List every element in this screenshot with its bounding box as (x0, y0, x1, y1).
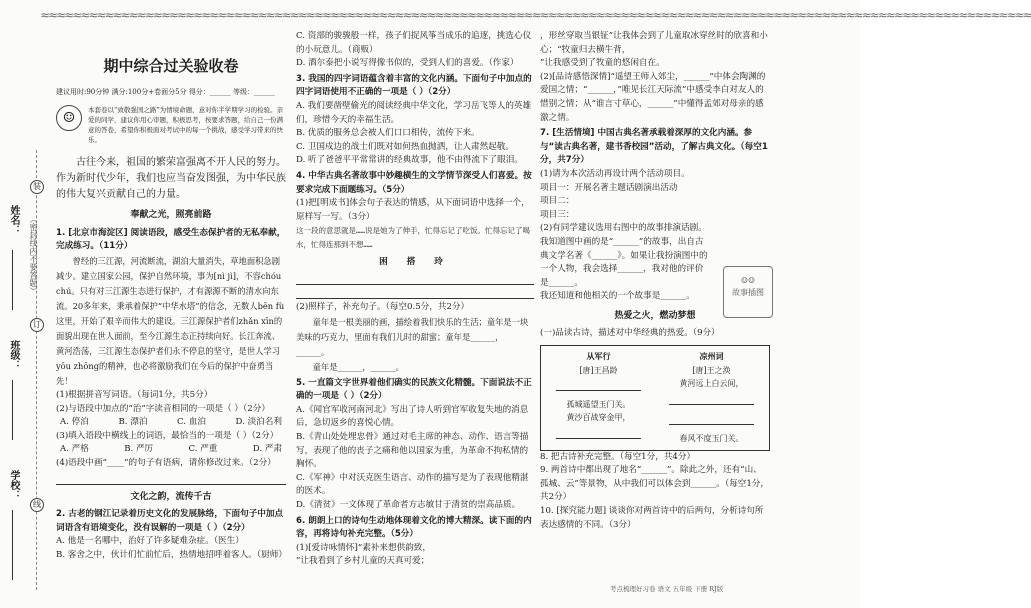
question-title: 10. [探究能力题] 谈谈你对两首诗中的后两句，分析诗句所表达感情的不同。（3分） (540, 506, 764, 530)
decorative-wave-border: ≈≈≈≈≈≈≈≈≈≈≈≈≈≈≈≈≈≈≈≈≈≈≈≈≈≈≈≈≈≈≈≈≈≈≈≈≈≈≈≈≈≈≈≈≈≈≈≈≈≈≈≈≈≈≈≈≈≈≈≈≈≈≈≈≈≈≈≈≈≈≈≈≈≈≈≈≈≈≈≈≈≈≈≈≈≈≈≈≈≈≈≈≈≈≈≈≈≈≈≈≈≈≈≈≈≈≈≈≈≈≈≈≈≈≈≈≈≈≈≈≈≈≈ (40, 8, 1031, 22)
option-row (56, 416, 286, 430)
activity-item[interactable]: 项目三： (540, 209, 575, 220)
name-line (12, 250, 13, 310)
sub-question: (2)照样子，补充句子。（每空0.5分，共2分） (296, 302, 470, 313)
figures-icon: ☺☺ (740, 276, 756, 285)
option[interactable]: D.《清贫》一文体现了革命者方志敏甘于清贫的崇高品质。 (296, 500, 521, 511)
sub-question: (3)填入语段中横线上的词语，最恰当的一项是（ ）（2分） (56, 430, 279, 441)
poem-line: 春风不度玉门关。 (679, 434, 744, 444)
answer-line[interactable] (556, 379, 642, 391)
answer-line[interactable] (669, 393, 755, 405)
story-illustration (723, 266, 773, 318)
teacher-avatar-icon: ☺ (56, 105, 82, 131)
column-left (56, 30, 286, 563)
school-label: 学校： (8, 470, 19, 500)
question-4 (296, 170, 534, 375)
question-1 (56, 227, 286, 485)
sub-question: (1)把[明成书]体会句子表达的情感，从下面词语中选择一个，原样写一写。（3分） (296, 198, 530, 222)
question-title: 4. 中华古典名著故事中妙趣横生的文学情节深受人们喜爱。按要求完成下面题练习。（5分） (296, 170, 532, 195)
poem-line: 黄沙百战穿金甲， (566, 413, 631, 423)
question-title: 2. 古老的钢江记录着历史文化的发展脉络，下面句子中加点词语含有语境变化，没有误解的一项是（ ）（2分） (56, 509, 284, 533)
question-5 (296, 377, 534, 513)
option[interactable]: D. 酒尔泰把小说写得像书似的，受到人们的喜爱。（作家） (296, 58, 519, 69)
lead-paragraph: 古往今来，祖国的繁荣富强离不开人民的努力。作为新时代少年，我们也应当奋发图强，为中华民族的伟大复兴贡献自己的力量。 (56, 157, 286, 201)
option[interactable]: D. 听了爸爸平平常常讲的经典故事，他不由得流下了眼泪。 (296, 155, 523, 166)
answer-line[interactable] (296, 273, 534, 285)
exam-title: 期中综合过关验收卷 (103, 57, 239, 75)
poem-card (545, 350, 652, 446)
option[interactable]: C.《军神》中对沃克医生语言、动作的描写是为了表现他精湛的医术。 (296, 472, 529, 497)
column-middle (296, 30, 534, 569)
option[interactable]: A. 他是一名哪中，治好了许多疑难杂症。（医生） (56, 536, 244, 547)
example-sentence: 童年是一根美丽的画，描绘着我们快乐的生活；童年是一块美味的巧克力，里面有我们儿时的甜蜜；童年是______，______。 (296, 316, 529, 357)
intro-text: 本套卷以“致敬强国之路”为情境命题，意对你半学期学习的检验。亲爱的同学，建议你用心审题，积极思考，按要求答题，给自己一份满意的答卷，希望你积极面对考试中的每一个挑战，感受学习带来的快乐。 (88, 106, 284, 145)
answer-line[interactable] (296, 287, 534, 299)
sub-question: (1)[爱诗咏情怀]“素补来想供韵致， (296, 542, 431, 553)
sub-question: (1)根据拼音写词语。（每词1分，共5分） (56, 389, 213, 400)
poem-title: 从军行 (586, 351, 611, 362)
section-part: (一)品读古诗，描述对中华经典的热爱。（9分） (540, 328, 720, 339)
option[interactable]: D. 严肃 (252, 444, 282, 455)
section-title: 文化之韵，流传千古 (130, 491, 212, 502)
reading-passage: 曾经的三江源，河流断流，湖泊大量消失，草地面积急剧减少。建立国家公园，保护自然环境，事为[nì jì]，不容chóu chú。只有对三江源生态进行保护，才有源源不断的清水向东流。20多年来，秉承着保护“中华水塔”的信念，无数人bēn fù这里，开始了艰辛而伟大的建设。三江源保护者们zhǎn xīn的面貌出现在世人面前，至今江源生态正持续向好。长江奔流、黄河浩荡，三江源生态保护者们永不停息的坚守，是世人学习yōu zhōng的精神，也必将激励我们在今后的保护中奋勇当先！ (56, 255, 285, 386)
fill-line: ”让我感受到了牧童的悠闲自在。 (540, 58, 665, 69)
example-sentence: 童年是______，______。 (312, 361, 404, 372)
sub-question: (1)请为本次活动再设计两个活动项目。 (540, 168, 690, 179)
fill-line: ，形丝穿取当银钲”让我体会到了儿童取冰穿丝时的欣喜和小心；“牧童归去横牛背， (540, 31, 768, 55)
option[interactable]: B. 漂泊 (118, 417, 148, 428)
class-line (12, 380, 13, 440)
option[interactable]: C. 血泊 (177, 417, 206, 428)
binding-hole: 订 (30, 318, 44, 332)
sub-question: 我还知道和他相关的一个故事是______。 (540, 291, 695, 302)
fill-line: ”让我看到了乡村儿童的天真可爱； (296, 556, 430, 567)
option[interactable]: D. 淡泊名利 (235, 417, 282, 428)
option[interactable]: A.《闻官军收河南河北》写出了诗人听到官军收复失地的消息后，急切返乡的喜悦心情。 (296, 404, 529, 429)
sub-question: (2)[品诗感悟深情]“遥望王师入郊尘，______”中体会陶渊的爱国之情；“______，”唯见长江天际流”中感受李白对友人的惜别之情；从“谁言寸草心，______”中懂得孟郊对母亲的感激之情。 (540, 71, 766, 123)
activity-item: 项目一：开展名著主题话剧演出活动 (540, 182, 678, 193)
section-title: 热爱之火，燃动梦想 (614, 310, 696, 321)
class-label: 班级： (8, 340, 19, 370)
activity-item[interactable]: 项目二： (540, 196, 575, 207)
answer-line[interactable] (556, 427, 642, 439)
handwritten-excerpt: 这一段的意思就是……说是她为了伸手，忙得忘记了吃饭。忙得忘记了喝水，忙得连那到不想…… (296, 226, 531, 249)
name-label: 姓名： (8, 205, 19, 235)
poem-author: [唐]王之涣 (692, 365, 731, 375)
question-title: 3. 我国的四字词语蕴含着丰富的文化内涵。下面句子中加点的四字词语使用不正确的一项是（ ）（2分） (296, 73, 532, 98)
option[interactable]: A. 我们要凿壁偷光的阅读经典中华文化，学习岳飞等人的英雄们，珍惜今天的幸福生活。 (296, 100, 532, 125)
sub-question: (4)语段中画“____”的句子有语病，请你修改过来。（2分） (56, 457, 276, 468)
intro-box (56, 105, 286, 145)
question-title: 6. 朗朗上口的诗句生动地体现着文化的博大精深。读下面的内容，再将诗句补充完整。（5分） (296, 515, 532, 540)
binding-hole: 装 (30, 180, 44, 194)
question-2 (56, 508, 286, 562)
school-line (12, 510, 13, 580)
illustration-caption: 故事插图 (732, 288, 764, 297)
binding-margin (0, 0, 52, 608)
question-title: 1. [北京市海淀区] 阅读语段，感受生态保护者的无私奉献，完成练习。（11分） (56, 227, 286, 252)
question-title: 5. 一直篇文字世界着他们确实的民族文化精髓。下面说法不正确的一项是（ ）（2分） (296, 377, 532, 402)
sub-question: (2)有同学建议选用右图中的故事排演话剧。我知道图中画的是“______”的故事，出自古典文学名著《______》。如果让我扮演图中的一个人物，我会选择______，我对他的评价是______。 (540, 223, 708, 288)
binding-hole: 线 (30, 498, 44, 512)
option[interactable]: A. 严格 (60, 444, 89, 455)
option[interactable]: B. 客舍之中，伙计们忙前忙后，热情地招呼着客人。（厨师） (56, 549, 287, 560)
question-title: 7. [生活情境] 中国古典名著承载着深厚的文化内涵。参与“读古典名著，建书香校园”活动，了解古典文化。（每空1分，共7分） (540, 128, 768, 166)
poem-box (540, 345, 770, 451)
question-6 (296, 515, 534, 569)
sub-question: (2)与语段中加点的“治”字读音相同的一项是（ ）（2分） (56, 403, 270, 414)
exam-meta: 建议用时:90分钟 满分:100分+卷面分5分 得分：______ 等级：______ (56, 87, 275, 96)
question-title: 8. 把古诗补充完整。（每空1分，共4分） (540, 451, 696, 462)
question-title: 9. 两首诗中都出现了地名“______”。除此之外，还有“山、孤城、云”等景物，从中我们可以体会到______。（每空1分，共2分） (540, 465, 769, 503)
option[interactable]: B. 优质的服务总会被人们口口相传，流传下来。 (296, 128, 480, 139)
seal-note: （密封线内不要答题） (29, 215, 38, 295)
answer-line[interactable] (669, 413, 755, 425)
section-title: 奉献之光，照亮前路 (130, 210, 212, 221)
poem-author: [唐]王昌龄 (579, 365, 618, 375)
option[interactable]: B. 严厉 (124, 444, 154, 455)
question-3 (296, 73, 534, 168)
poem-line: 孤城遥望玉门关。 (566, 399, 631, 409)
poem-line: 黄河远上白云间， (679, 379, 744, 389)
page-footer: 考点梳理好习卷 语文 五年级 下册 RJ版 (610, 585, 724, 593)
option[interactable]: C. 资部的骏骏般一样，孩子们捉风筝当成乐的追逐，挑选心仪的小玩意儿。（商贩） (296, 31, 532, 55)
option[interactable]: C. 严重 (188, 444, 218, 455)
poem-title: 凉州词 (699, 351, 724, 362)
option-row (56, 443, 286, 457)
answer-line[interactable] (56, 473, 286, 485)
poem-card (658, 350, 765, 446)
word-choices: 困 搭 玲 (379, 256, 451, 267)
option[interactable]: C. 卫国戍边的战士们既对如何热血抛洒，让人肃然起敬。 (296, 141, 514, 152)
option[interactable]: A. 停泊 (60, 417, 89, 428)
option[interactable]: B.《青山处处埋忠骨》通过对毛主席的神态、动作、语言等描写，表现了他的丧子之痛和他以国家为重，为革命不拘私情的胸怀。 (296, 432, 529, 470)
